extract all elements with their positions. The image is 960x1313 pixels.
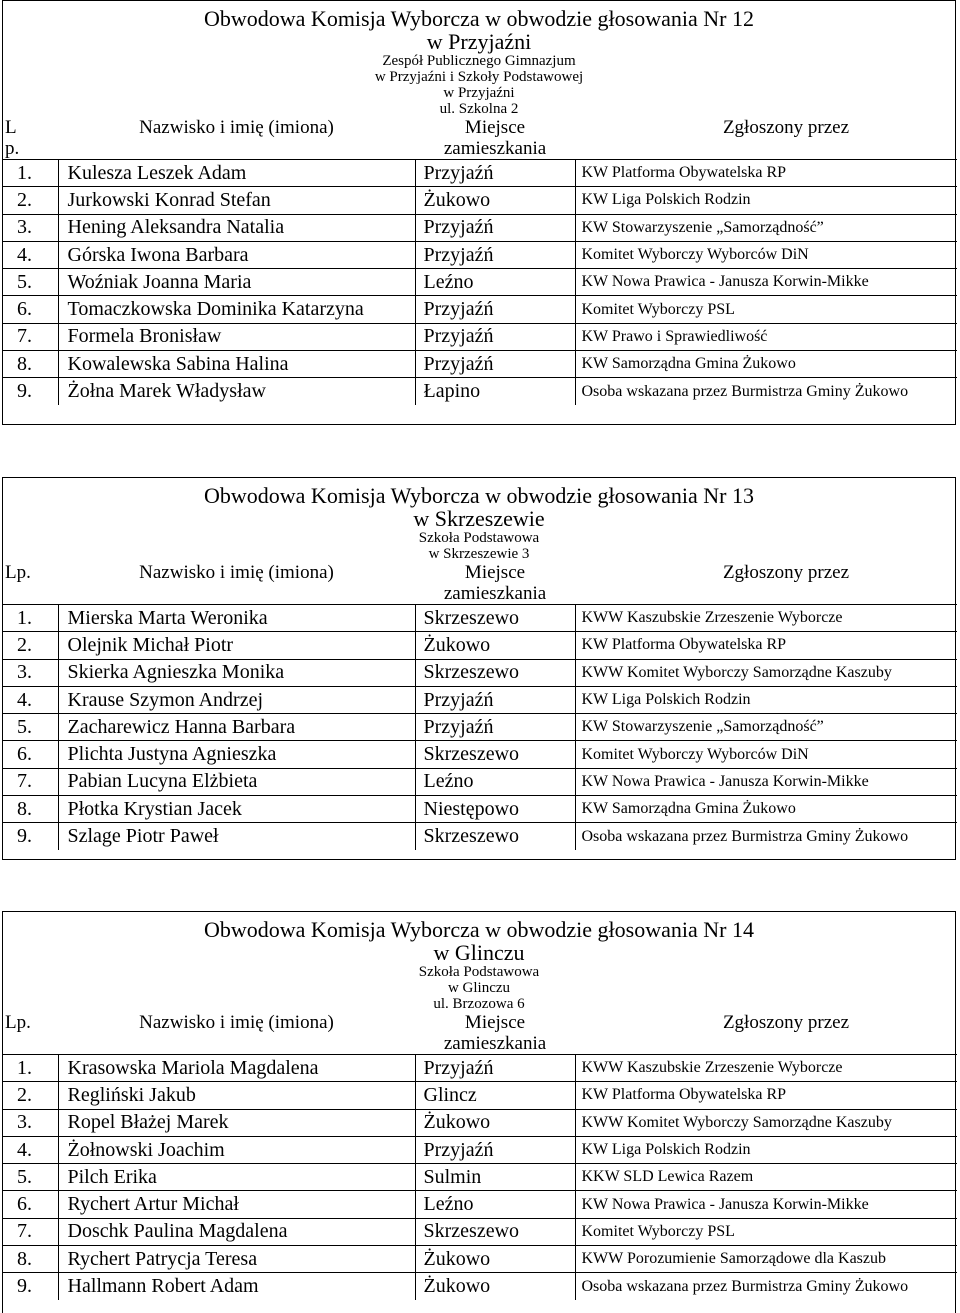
table-row [3,1109,957,1136]
member-name: Krasowska Mariola Magdalena [58,1055,415,1082]
member-name: Rychert Patrycja Teresa [58,1246,415,1273]
nominated-by: KW Nowa Prawica - Janusza Korwin-Mikke [575,269,957,296]
table-row [3,1218,957,1245]
commission-section-13 [2,477,956,860]
row-number: 4. [3,686,58,713]
member-residence: Leźno [415,1191,575,1218]
table-row [3,1273,957,1300]
row-number: 7. [3,768,58,795]
member-residence: Żukowo [415,1109,575,1136]
header-lp: L p. [5,117,20,159]
row-number: 3. [3,214,58,241]
table-row [3,269,957,296]
member-residence: Żukowo [415,1246,575,1273]
member-residence: Leźno [415,768,575,795]
member-name: Kulesza Leszek Adam [58,160,415,187]
row-number: 8. [3,351,58,378]
member-name: Formela Bronisław [58,323,415,350]
nominated-by: KW Stowarzyszenie „Samorządność” [575,714,957,741]
address-line: Szkoła Podstawowa [418,964,540,980]
address-line: w Przyjaźni i Szkoły Podstawowej [374,69,584,85]
table-row [3,351,957,378]
member-name: Regliński Jakub [58,1082,415,1109]
nominated-by: Komitet Wyborczy PSL [575,1218,957,1245]
table-row [3,714,957,741]
table-row [3,768,957,795]
row-number: 2. [3,632,58,659]
member-residence: Sulmin [415,1164,575,1191]
member-residence: Żukowo [415,632,575,659]
member-name: Pilch Erika [58,1164,415,1191]
table-row [3,187,957,214]
section-location: w Glinczu [433,940,525,965]
member-residence: Niestępowo [415,796,575,823]
member-name: Doschk Paulina Magdalena [58,1218,415,1245]
row-number: 5. [3,1164,58,1191]
member-name: Rychert Artur Michał [58,1191,415,1218]
nominated-by: KW Samorządna Gmina Żukowo [575,351,957,378]
member-residence: Żukowo [415,187,575,214]
nominated-by: KW Platforma Obywatelska RP [575,632,957,659]
row-number: 5. [3,714,58,741]
table-row [3,741,957,768]
member-residence: Skrzeszewo [415,659,575,686]
member-name: Tomaczkowska Dominika Katarzyna [58,296,415,323]
row-number: 5. [3,269,58,296]
section-location: w Skrzeszewie [413,506,545,531]
members-table [3,562,957,850]
member-residence: Przyjaźń [415,160,575,187]
row-number: 9. [3,378,58,405]
member-residence: Łapino [415,378,575,405]
row-number: 3. [3,1109,58,1136]
table-header-row [3,1012,957,1055]
table-row [3,605,957,632]
member-name: Jurkowski Konrad Stefan [58,187,415,214]
member-name: Olejnik Michał Piotr [58,632,415,659]
row-number: 6. [3,741,58,768]
header-nominated-by: Zgłoszony przez [722,562,850,583]
table-row [3,160,957,187]
row-number: 6. [3,1191,58,1218]
header-place: Miejsce zamieszkania [443,562,547,604]
table-row [3,1246,957,1273]
member-name: Woźniak Joanna Maria [58,269,415,296]
member-residence: Przyjaźń [415,241,575,268]
row-number: 1. [3,160,58,187]
member-name: Hallmann Robert Adam [58,1273,415,1300]
members-rows [3,160,957,406]
row-number: 6. [3,296,58,323]
nominated-by: KW Platforma Obywatelska RP [575,160,957,187]
members-rows [3,1055,957,1301]
header-name: Nazwisko i imię (imiona) [139,1012,334,1033]
table-row [3,214,957,241]
member-name: Szlage Piotr Paweł [58,823,415,850]
table-header-row [3,117,957,160]
row-number: 2. [3,1082,58,1109]
header-lp: Lp. [5,562,31,583]
row-number: 2. [3,187,58,214]
address-line: ul. Szkolna 2 [439,101,519,117]
member-name: Ropel Błażej Marek [58,1109,415,1136]
nominated-by: KW Liga Polskich Rodzin [575,686,957,713]
section-title: Obwodowa Komisja Wyborcza w obwodzie głosowania Nr 12 [204,6,754,31]
table-row [3,686,957,713]
member-residence: Przyjaźń [415,1055,575,1082]
section-title: Obwodowa Komisja Wyborcza w obwodzie głosowania Nr 13 [204,483,754,508]
member-name: Żołna Marek Władysław [58,378,415,405]
address-line: ul. Brzozowa 6 [433,996,525,1012]
commission-section-14 [2,911,956,1313]
row-number: 9. [3,1273,58,1300]
row-number: 9. [3,823,58,850]
table-row [3,1164,957,1191]
row-number: 1. [3,605,58,632]
row-number: 8. [3,796,58,823]
nominated-by: KWW Kaszubskie Zrzeszenie Wyborcze [575,605,957,632]
table-header-row [3,562,957,605]
header-name: Nazwisko i imię (imiona) [139,562,334,583]
member-name: Hening Aleksandra Natalia [58,214,415,241]
nominated-by: Komitet Wyborczy Wyborców DiN [575,741,957,768]
members-table [3,117,957,405]
table-row [3,378,957,405]
member-name: Krause Szymon Andrzej [58,686,415,713]
address-line: Szkoła Podstawowa [418,530,540,546]
member-name: Zacharewicz Hanna Barbara [58,714,415,741]
header-lp: Lp. [5,1012,31,1033]
table-row [3,796,957,823]
header-place: Miejsce zamieszkania [443,1012,547,1054]
header-name: Nazwisko i imię (imiona) [139,117,334,138]
member-residence: Przyjaźń [415,296,575,323]
table-row [3,1082,957,1109]
member-name: Górska Iwona Barbara [58,241,415,268]
table-row [3,823,957,850]
nominated-by: KW Samorządna Gmina Żukowo [575,796,957,823]
member-name: Żołnowski Joachim [58,1136,415,1163]
row-number: 8. [3,1246,58,1273]
row-number: 4. [3,241,58,268]
table-row [3,1055,957,1082]
nominated-by: Komitet Wyborczy PSL [575,296,957,323]
member-residence: Przyjaźń [415,686,575,713]
nominated-by: Osoba wskazana przez Burmistrza Gminy Żukowo [575,823,957,850]
members-rows [3,605,957,851]
row-number: 3. [3,659,58,686]
member-name: Skierka Agnieszka Monika [58,659,415,686]
member-residence: Przyjaźń [415,714,575,741]
header-nominated-by: Zgłoszony przez [722,1012,850,1033]
table-row [3,1136,957,1163]
member-residence: Przyjaźń [415,214,575,241]
nominated-by: Komitet Wyborczy Wyborców DiN [575,241,957,268]
nominated-by: KWW Kaszubskie Zrzeszenie Wyborcze [575,1055,957,1082]
member-residence: Skrzeszewo [415,1218,575,1245]
nominated-by: KW Liga Polskich Rodzin [575,187,957,214]
table-row [3,659,957,686]
nominated-by: KW Stowarzyszenie „Samorządność” [575,214,957,241]
row-number: 7. [3,1218,58,1245]
member-name: Mierska Marta Weronika [58,605,415,632]
table-row [3,1191,957,1218]
section-title: Obwodowa Komisja Wyborcza w obwodzie głosowania Nr 14 [204,917,754,942]
address-line: w Glinczu [447,980,511,996]
table-row [3,323,957,350]
member-name: Kowalewska Sabina Halina [58,351,415,378]
header-nominated-by: Zgłoszony przez [722,117,850,138]
member-residence: Przyjaźń [415,1136,575,1163]
nominated-by: KKW SLD Lewica Razem [575,1164,957,1191]
table-row [3,296,957,323]
member-residence: Skrzeszewo [415,741,575,768]
member-residence: Leźno [415,269,575,296]
address-line: w Przyjaźni [443,85,515,101]
nominated-by: KWW Komitet Wyborczy Samorządne Kaszuby [575,659,957,686]
nominated-by: KWW Komitet Wyborczy Samorządne Kaszuby [575,1109,957,1136]
member-residence: Przyjaźń [415,351,575,378]
nominated-by: Osoba wskazana przez Burmistrza Gminy Żukowo [575,378,957,405]
member-name: Pabian Lucyna Elżbieta [58,768,415,795]
nominated-by: KW Nowa Prawica - Janusza Korwin-Mikke [575,768,957,795]
table-row [3,632,957,659]
commission-section-12 [2,0,956,425]
header-place: Miejsce zamieszkania [443,117,547,159]
nominated-by: KW Liga Polskich Rodzin [575,1136,957,1163]
nominated-by: KWW Porozumienie Samorządowe dla Kaszub [575,1246,957,1273]
nominated-by: KW Platforma Obywatelska RP [575,1082,957,1109]
nominated-by: Osoba wskazana przez Burmistrza Gminy Żukowo [575,1273,957,1300]
member-residence: Glincz [415,1082,575,1109]
member-residence: Skrzeszewo [415,605,575,632]
section-location: w Przyjaźni [426,29,532,54]
nominated-by: KW Nowa Prawica - Janusza Korwin-Mikke [575,1191,957,1218]
table-row [3,241,957,268]
address-line: w Skrzeszewie 3 [428,546,530,562]
members-table [3,1012,957,1300]
row-number: 4. [3,1136,58,1163]
address-line: Zespół Publicznego Gimnazjum [382,53,576,69]
member-residence: Żukowo [415,1273,575,1300]
member-name: Plichta Justyna Agnieszka [58,741,415,768]
row-number: 1. [3,1055,58,1082]
nominated-by: KW Prawo i Sprawiedliwość [575,323,957,350]
member-name: Płotka Krystian Jacek [58,796,415,823]
member-residence: Przyjaźń [415,323,575,350]
row-number: 7. [3,323,58,350]
member-residence: Skrzeszewo [415,823,575,850]
